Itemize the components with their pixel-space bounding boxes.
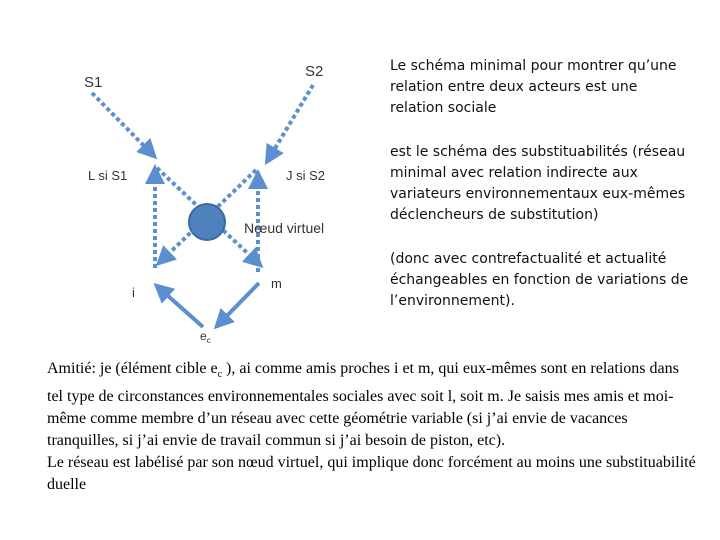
label-ec [200,329,211,345]
label-ec-main: e [200,329,207,343]
label-s1: S1 [84,74,103,91]
arrow-s2-to-j [268,85,313,160]
label-l-si-s1: L si S1 [88,168,128,183]
arrow-ec-to-i [158,287,203,327]
label-i: i [132,285,135,300]
bottom-paragraph-1-subscript: c [217,369,223,381]
label-ec-sub: c [206,336,211,345]
right-paragraph-2 [390,142,690,226]
bottom-paragraph-1-start: Amitié: je (élément cible e [47,360,218,377]
bottom-paragraph-2: Le réseau est labélisé par son nœud virtuel, qui implique donc forcément au moins une substituabilité duelle [47,454,696,494]
right-paragraph-1 [390,56,690,119]
label-m: m [271,276,282,291]
right-paragraph-3-text: (donc avec contrefactualité et actualité échangeables en fonction de variations de l’environnement). [390,251,689,309]
right-paragraph-1-text: Le schéma minimal pour montrer qu’une relation entre deux acteurs est une relation sociale [390,58,677,116]
arrow-s1-to-l [92,93,153,155]
label-virtual-node: Nœud virtuel [244,220,325,236]
right-paragraph-2-text: est le schéma des substituabilités (réseau minimal avec relation indirecte aux variateurs environnementaux eux-mêmes déclencheurs de substitution) [390,144,686,223]
substitutability-diagram [0,0,370,350]
virtual-node-circle [189,204,225,240]
bottom-paragraph-1 [47,358,697,452]
bottom-text-block [47,358,697,496]
arrow-m-to-ec [218,283,259,325]
right-paragraph-3 [390,249,690,312]
label-s2: S2 [305,63,324,80]
label-j-si-s2: J si S2 [286,168,326,183]
bottom-paragraph-1-rest: ), ai comme amis proches i et m, qui eux-mêmes sont en relations dans tel type de circonstances environnementales sociales avec soit l, soit m. Je saisis mes amis et moi-même comme membre d’un réseau avec cette géométrie variable (si j’ai envie de vacances tranquilles, si j’ai envie de travail commun si j’ai besoin de piston, etc). [47,360,679,450]
